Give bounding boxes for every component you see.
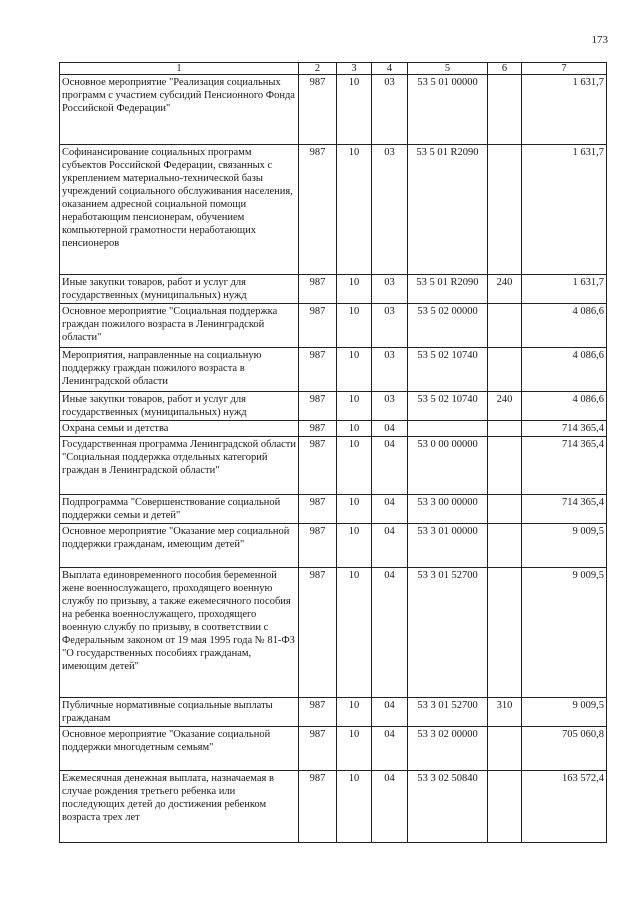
subsection-code: 04 xyxy=(372,421,408,437)
amount: 714 365,4 xyxy=(522,421,607,437)
row-name: Иные закупки товаров, работ и услуг для государственных (муниципальных) нужд xyxy=(60,392,299,421)
expense-type xyxy=(488,727,522,771)
target-article: 53 3 01 52700 xyxy=(408,568,488,698)
column-header: 5 xyxy=(408,63,488,75)
row-name: Мероприятия, направленные на социальную поддержку граждан пожилого возраста в Ленинградской области xyxy=(60,348,299,392)
amount: 705 060,8 xyxy=(522,727,607,771)
expense-type xyxy=(488,437,522,495)
target-article: 53 5 01 R2090 xyxy=(408,145,488,275)
subsection-code: 04 xyxy=(372,524,408,568)
column-header: 2 xyxy=(299,63,337,75)
section-code: 10 xyxy=(337,698,372,727)
section-code: 10 xyxy=(337,568,372,698)
grbs-code: 987 xyxy=(299,421,337,437)
table-row xyxy=(60,771,607,843)
target-article xyxy=(408,421,488,437)
table-row xyxy=(60,348,607,392)
subsection-code: 04 xyxy=(372,698,408,727)
row-name: Ежемесячная денежная выплата, назначаемая в случае рождения третьего ребенка или последующих детей до достижения ребенком возраста трех лет xyxy=(60,771,299,843)
column-header: 6 xyxy=(488,63,522,75)
target-article: 53 5 01 00000 xyxy=(408,75,488,145)
subsection-code: 03 xyxy=(372,75,408,145)
expense-type xyxy=(488,771,522,843)
subsection-code: 04 xyxy=(372,568,408,698)
amount: 9 009,5 xyxy=(522,568,607,698)
section-code: 10 xyxy=(337,275,372,304)
row-name: Основное мероприятие "Оказание мер социальной поддержки гражданам, имеющим детей" xyxy=(60,524,299,568)
subsection-code: 03 xyxy=(372,392,408,421)
target-article: 53 5 02 00000 xyxy=(408,304,488,348)
subsection-code: 04 xyxy=(372,727,408,771)
column-header: 7 xyxy=(522,63,607,75)
table-row xyxy=(60,698,607,727)
grbs-code: 987 xyxy=(299,495,337,524)
table-row xyxy=(60,145,607,275)
grbs-code: 987 xyxy=(299,392,337,421)
amount: 1 631,7 xyxy=(522,275,607,304)
table-row xyxy=(60,568,607,698)
target-article: 53 3 02 00000 xyxy=(408,727,488,771)
section-code: 10 xyxy=(337,437,372,495)
expense-type: 310 xyxy=(488,698,522,727)
budget-table xyxy=(59,62,607,843)
target-article: 53 3 01 00000 xyxy=(408,524,488,568)
expense-type xyxy=(488,524,522,568)
column-header: 3 xyxy=(337,63,372,75)
table-row xyxy=(60,75,607,145)
row-name: Выплата единовременного пособия беременной жене военнослужащего, проходящего военную службу по призыву, а также ежемесячного пособия на ребенка военнослужащего, проходящего военную службу по призыву, в соответствии с Федеральным законом от 19 мая 1995 года № 81-ФЗ "О государственных пособиях гражданам, имеющим детей" xyxy=(60,568,299,698)
target-article: 53 0 00 00000 xyxy=(408,437,488,495)
section-code: 10 xyxy=(337,524,372,568)
grbs-code: 987 xyxy=(299,771,337,843)
grbs-code: 987 xyxy=(299,568,337,698)
subsection-code: 04 xyxy=(372,437,408,495)
section-code: 10 xyxy=(337,75,372,145)
target-article: 53 3 00 00000 xyxy=(408,495,488,524)
section-code: 10 xyxy=(337,727,372,771)
table-row xyxy=(60,495,607,524)
grbs-code: 987 xyxy=(299,145,337,275)
grbs-code: 987 xyxy=(299,437,337,495)
grbs-code: 987 xyxy=(299,75,337,145)
expense-type xyxy=(488,304,522,348)
target-article: 53 5 02 10740 xyxy=(408,348,488,392)
table-row xyxy=(60,392,607,421)
target-article: 53 5 01 R2090 xyxy=(408,275,488,304)
section-code: 10 xyxy=(337,145,372,275)
subsection-code: 04 xyxy=(372,495,408,524)
expense-type xyxy=(488,145,522,275)
row-name: Охрана семьи и детства xyxy=(60,421,299,437)
expense-type xyxy=(488,421,522,437)
expense-type: 240 xyxy=(488,275,522,304)
subsection-code: 03 xyxy=(372,348,408,392)
amount: 4 086,6 xyxy=(522,348,607,392)
amount: 9 009,5 xyxy=(522,524,607,568)
section-code: 10 xyxy=(337,348,372,392)
expense-type xyxy=(488,348,522,392)
subsection-code: 03 xyxy=(372,304,408,348)
section-code: 10 xyxy=(337,421,372,437)
row-name: Основное мероприятие "Социальная поддержка граждан пожилого возраста в Ленинградской области" xyxy=(60,304,299,348)
expense-type xyxy=(488,568,522,698)
row-name: Иные закупки товаров, работ и услуг для государственных (муниципальных) нужд xyxy=(60,275,299,304)
subsection-code: 04 xyxy=(372,771,408,843)
column-header: 4 xyxy=(372,63,408,75)
target-article: 53 3 02 50840 xyxy=(408,771,488,843)
amount: 163 572,4 xyxy=(522,771,607,843)
subsection-code: 03 xyxy=(372,145,408,275)
row-name: Основное мероприятие "Оказание социальной поддержки многодетным семьям" xyxy=(60,727,299,771)
grbs-code: 987 xyxy=(299,524,337,568)
expense-type: 240 xyxy=(488,392,522,421)
section-code: 10 xyxy=(337,392,372,421)
subsection-code: 03 xyxy=(372,275,408,304)
column-number-row xyxy=(60,63,607,75)
amount: 1 631,7 xyxy=(522,75,607,145)
table-row xyxy=(60,524,607,568)
section-code: 10 xyxy=(337,495,372,524)
row-name: Государственная программа Ленинградской области "Социальная поддержка отдельных категорий граждан в Ленинградской области" xyxy=(60,437,299,495)
expense-type xyxy=(488,495,522,524)
table-row xyxy=(60,275,607,304)
grbs-code: 987 xyxy=(299,348,337,392)
amount: 714 365,4 xyxy=(522,495,607,524)
table-row xyxy=(60,727,607,771)
row-name: Публичные нормативные социальные выплаты гражданам xyxy=(60,698,299,727)
row-name: Софинансирование социальных программ субъектов Российской Федерации, связанных с укреплением материально-технической базы учреждений социального обслуживания населения, оказанием адресной социальной помощи неработающим пенсионерам, обучением компьютерной грамотности неработающих пенсионеров xyxy=(60,145,299,275)
column-header: 1 xyxy=(60,63,299,75)
row-name: Подпрограмма "Совершенствование социальной поддержки семьи и детей" xyxy=(60,495,299,524)
amount: 4 086,6 xyxy=(522,304,607,348)
target-article: 53 5 02 10740 xyxy=(408,392,488,421)
section-code: 10 xyxy=(337,771,372,843)
section-code: 10 xyxy=(337,304,372,348)
grbs-code: 987 xyxy=(299,304,337,348)
grbs-code: 987 xyxy=(299,727,337,771)
row-name: Основное мероприятие "Реализация социальных программ с участием субсидий Пенсионного Фонда Российской Федерации" xyxy=(60,75,299,145)
table-row xyxy=(60,437,607,495)
amount: 1 631,7 xyxy=(522,145,607,275)
amount: 714 365,4 xyxy=(522,437,607,495)
grbs-code: 987 xyxy=(299,275,337,304)
amount: 9 009,5 xyxy=(522,698,607,727)
amount: 4 086,6 xyxy=(522,392,607,421)
page-number: 173 xyxy=(591,34,608,46)
expense-type xyxy=(488,75,522,145)
grbs-code: 987 xyxy=(299,698,337,727)
table-row xyxy=(60,304,607,348)
target-article: 53 3 01 52700 xyxy=(408,698,488,727)
table-row xyxy=(60,421,607,437)
